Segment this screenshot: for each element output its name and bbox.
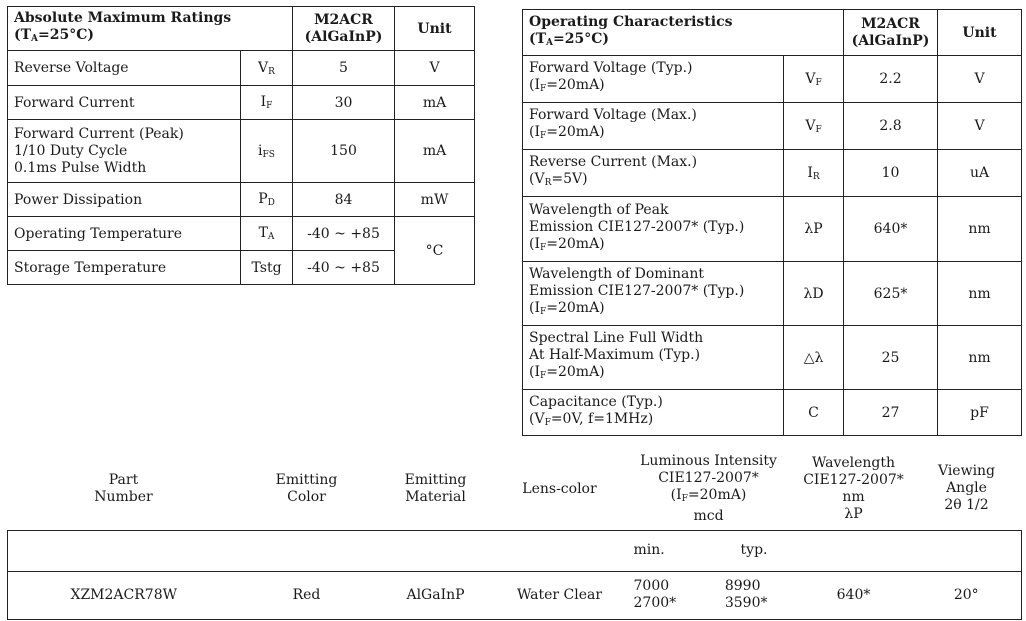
amr-header-row bbox=[8, 7, 475, 51]
unit: V bbox=[395, 51, 475, 86]
amr-model: M2ACR bbox=[314, 11, 373, 28]
symbol: $I_R$ bbox=[784, 150, 844, 197]
symbol: Tstg bbox=[241, 251, 293, 285]
param-label: Wavelength of Dominant Emission CIE127-2007* (Typ.) $(I_F=20mA)$ bbox=[523, 262, 784, 326]
value: 5 bbox=[293, 51, 395, 86]
wavelength-header: Wavelength CIE127-2007* nm λP bbox=[803, 454, 904, 522]
lens-color-header: Lens-color bbox=[522, 480, 597, 497]
table-row bbox=[8, 86, 475, 120]
unit: V bbox=[938, 56, 1022, 103]
unit: pF bbox=[938, 390, 1022, 436]
unit: mA bbox=[395, 120, 475, 183]
unit: nm bbox=[938, 326, 1022, 390]
oc-model: M2ACR bbox=[861, 15, 920, 32]
table-row bbox=[523, 197, 1022, 262]
table-row bbox=[523, 150, 1022, 197]
value: -40 ~ +85 bbox=[293, 217, 395, 251]
symbol: $P_D$ bbox=[241, 183, 293, 217]
intensity-min: 7000 2700* bbox=[633, 578, 677, 611]
viewing-angle-header: Viewing Angle 2θ 1/2 bbox=[937, 463, 996, 514]
symbol: λP bbox=[784, 197, 844, 262]
amr-title-cell bbox=[8, 7, 293, 51]
oc-unit-header: Unit bbox=[938, 10, 1022, 56]
product-table bbox=[7, 448, 1022, 620]
product-subheader-row bbox=[8, 530, 1022, 571]
emitting-color-header: Emitting Color bbox=[275, 471, 338, 505]
value: 625* bbox=[844, 262, 938, 326]
value: 30 bbox=[293, 86, 395, 120]
value: -40 ~ +85 bbox=[293, 251, 395, 285]
unit: uA bbox=[938, 150, 1022, 197]
value: 2.8 bbox=[844, 103, 938, 150]
param-label: Forward Voltage (Max.) $(I_F=20mA)$ bbox=[523, 103, 784, 150]
oc-model-header bbox=[844, 10, 938, 56]
unit: nm bbox=[938, 197, 1022, 262]
value: 640* bbox=[844, 197, 938, 262]
part-number: XZM2ACR78W bbox=[8, 571, 240, 619]
luminous-intensity-values bbox=[622, 571, 796, 619]
amr-material: (AlGaInP) bbox=[304, 28, 383, 45]
min-typ-subheader bbox=[622, 530, 796, 571]
unit: mA bbox=[395, 86, 475, 120]
intensity-typ: 8990 3590* bbox=[724, 578, 768, 611]
param-label: Spectral Line Full Width At Half-Maximum (Typ.) $(I_F=20mA)$ bbox=[523, 326, 784, 390]
typ-label: typ. bbox=[740, 542, 768, 558]
lens-color: Water Clear bbox=[498, 571, 622, 619]
amr-unit-header: Unit bbox=[395, 7, 475, 51]
amr-condition: $(T_A=25^\circ C)$ bbox=[14, 26, 95, 44]
luminous-intensity-header: Luminous Intensity CIE127-2007* $(I_F=20mA)$ mcd bbox=[640, 452, 777, 524]
table-row bbox=[8, 51, 475, 86]
unit: nm bbox=[938, 262, 1022, 326]
symbol: $V_F$ bbox=[784, 56, 844, 103]
table-row bbox=[8, 183, 475, 217]
param-label: Storage Temperature bbox=[8, 251, 241, 285]
param-label: Forward Current bbox=[8, 86, 241, 120]
value: 2.2 bbox=[844, 56, 938, 103]
unit: V bbox=[938, 103, 1022, 150]
oc-title-cell bbox=[523, 10, 844, 56]
symbol: $I_F$ bbox=[241, 86, 293, 120]
symbol: $i_{FS}$ bbox=[241, 120, 293, 183]
value: 150 bbox=[293, 120, 395, 183]
oc-material: (AlGaInP) bbox=[851, 32, 930, 49]
param-label: Forward Current (Peak) 1/10 Duty Cycle 0.1ms Pulse Width bbox=[8, 120, 241, 183]
unit: °C bbox=[395, 217, 475, 285]
value: 84 bbox=[293, 183, 395, 217]
value: 10 bbox=[844, 150, 938, 197]
unit: mW bbox=[395, 183, 475, 217]
part-number-header: Part Number bbox=[94, 471, 153, 505]
param-label: Reverse Current (Max.) $(V_R=5V)$ bbox=[523, 150, 784, 197]
symbol: C bbox=[784, 390, 844, 436]
table-row bbox=[523, 326, 1022, 390]
min-label: min. bbox=[633, 542, 665, 558]
absolute-maximum-ratings-table bbox=[7, 6, 475, 285]
param-label: Power Dissipation bbox=[8, 183, 241, 217]
oc-header-row bbox=[523, 10, 1022, 56]
param-label: Forward Voltage (Typ.) $(I_F=20mA)$ bbox=[523, 56, 784, 103]
table-row bbox=[523, 262, 1022, 326]
value: 27 bbox=[844, 390, 938, 436]
symbol: $V_F$ bbox=[784, 103, 844, 150]
table-row bbox=[8, 120, 475, 183]
wavelength-value: 640* bbox=[796, 571, 912, 619]
param-label: Operating Temperature bbox=[8, 217, 241, 251]
emitting-color: Red bbox=[240, 571, 374, 619]
table-row bbox=[523, 103, 1022, 150]
viewing-angle-value: 20° bbox=[912, 571, 1022, 619]
symbol: $V_R$ bbox=[241, 51, 293, 86]
product-header-row bbox=[8, 448, 1022, 530]
param-label: Capacitance (Typ.) ($V_F=0V$, f=1MHz) bbox=[523, 390, 784, 436]
table-row bbox=[523, 56, 1022, 103]
table-row bbox=[8, 571, 1022, 619]
table-row bbox=[523, 390, 1022, 436]
amr-title: Absolute Maximum Ratings bbox=[14, 9, 232, 26]
emitting-material: AlGaInP bbox=[374, 571, 498, 619]
symbol: △λ bbox=[784, 326, 844, 390]
amr-model-header bbox=[293, 7, 395, 51]
table-row bbox=[8, 217, 475, 251]
value: 25 bbox=[844, 326, 938, 390]
param-label: Reverse Voltage bbox=[8, 51, 241, 86]
oc-condition: $(T_A=25^\circ C)$ bbox=[529, 30, 610, 48]
operating-characteristics-table bbox=[522, 9, 1022, 436]
symbol: $T_A$ bbox=[241, 217, 293, 251]
symbol: λD bbox=[784, 262, 844, 326]
emitting-material-header: Emitting Material bbox=[404, 471, 467, 505]
oc-title: Operating Characteristics bbox=[529, 13, 733, 30]
param-label: Wavelength of Peak Emission CIE127-2007* (Typ.) $(I_F=20mA)$ bbox=[523, 197, 784, 262]
